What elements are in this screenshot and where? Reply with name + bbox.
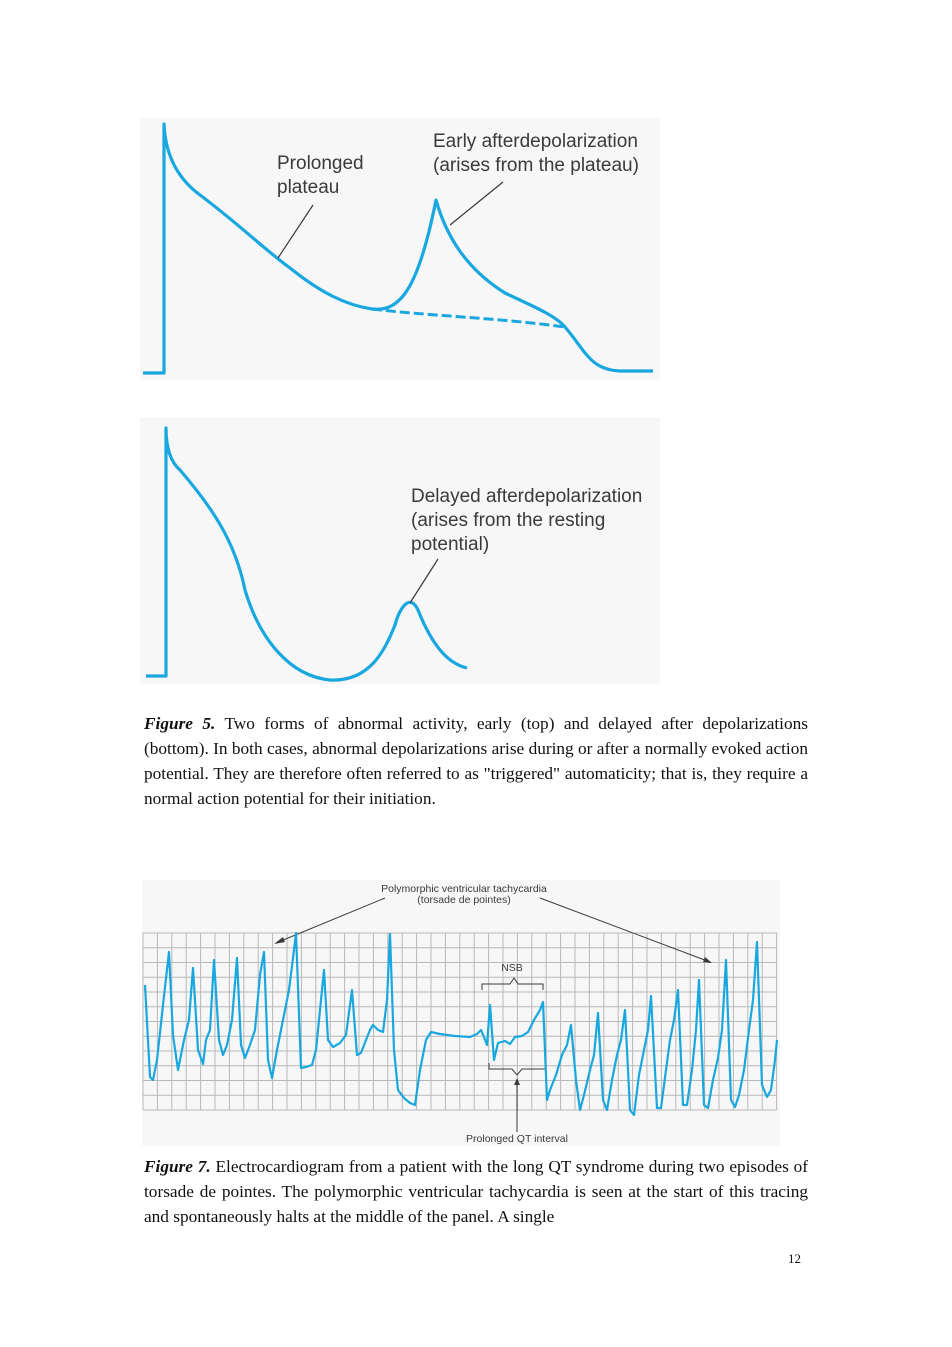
nsb-label: NSB xyxy=(501,962,523,974)
tdp-arrowhead-left xyxy=(274,937,285,944)
ecg-trace xyxy=(145,933,777,1115)
tdp-label: Polymorphic ventricular tachycardia (torsade de pointes) xyxy=(381,883,547,906)
figure-7-caption-text: Electrocardiogram from a patient with the long QT syndrome during two episodes of torsade de pointes. The polymorphic ventricular tachycardia is seen at the start of this tracing and spontaneously halts at the middle of the panel. A single xyxy=(144,1157,808,1226)
figure-7-caption-label: Figure 7. xyxy=(144,1157,211,1176)
figure-5-caption-label: Figure 5. xyxy=(144,714,216,733)
delayed-afterdepolarization-label: Delayed afterdepolarization (arises from the resting potential) xyxy=(411,486,643,555)
page-number: 12 xyxy=(788,1251,801,1266)
figure-7-caption xyxy=(144,1154,808,1229)
qt-arrowhead xyxy=(514,1078,520,1085)
prolonged-qt-label: Prolonged QT interval xyxy=(466,1133,568,1145)
early-afterdepolarization-label: Early afterdepolarization (arises from the plateau) xyxy=(433,131,639,176)
figure-5-caption-text: Two forms of abnormal activity, early (top) and delayed after depolarizations (bottom). In both cases, abnormal depolarizations arise during or after a normally evoked action potential. They are therefore often referred to as "triggered" automaticity; that is, they require a normal action potential for their initiation. xyxy=(144,714,808,808)
prolonged-plateau-label: Prolonged plateau xyxy=(277,153,364,198)
tdp-pointer-right xyxy=(540,898,710,962)
nsb-brace xyxy=(482,978,543,990)
